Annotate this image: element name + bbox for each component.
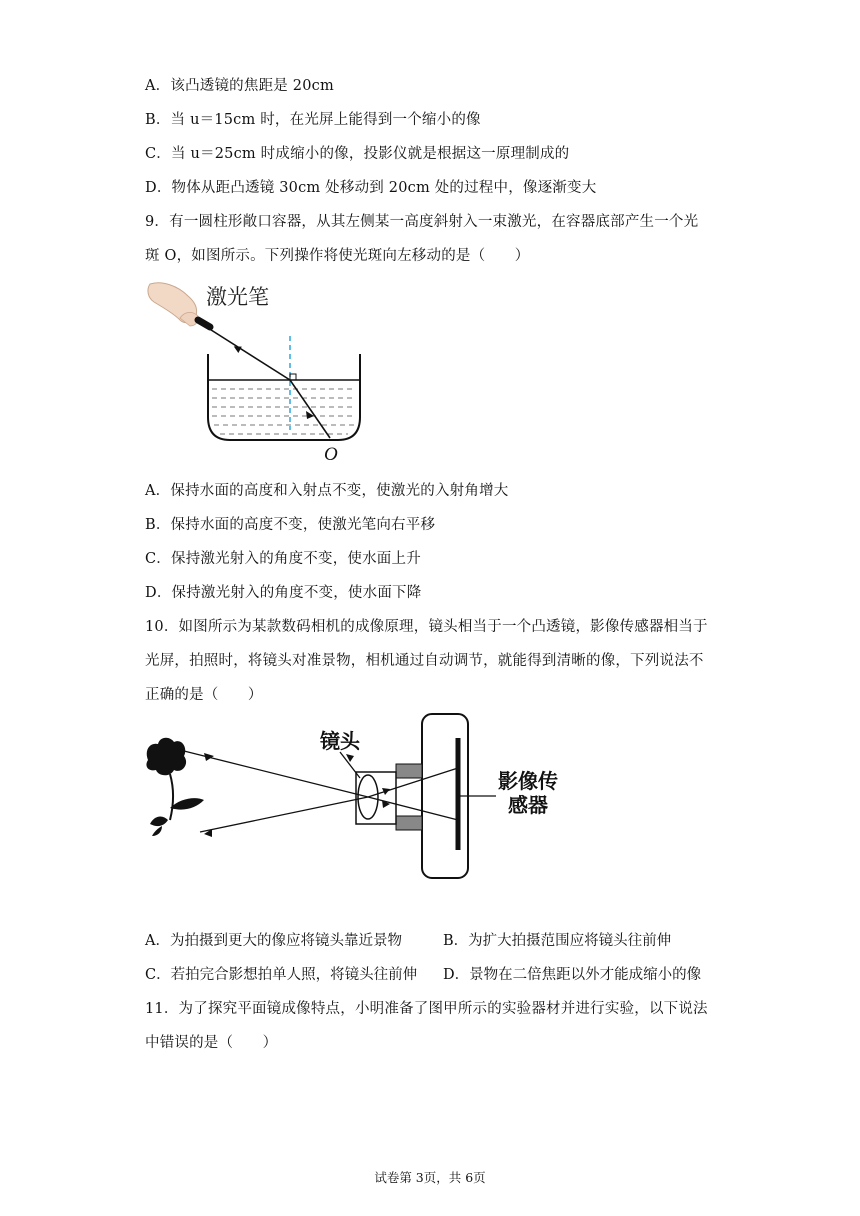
sensor-label-line2: 感器: [508, 793, 548, 817]
lens-mount-top: [396, 764, 422, 778]
q10-stem-line3: 正确的是（ ）: [145, 687, 263, 703]
water: [209, 380, 359, 434]
q8-option-a: A．该凸透镜的焦距是 20cm: [145, 78, 334, 94]
q10-option-d: D．景物在二倍焦距以外才能成缩小的像: [443, 967, 702, 983]
flower-icon: [146, 738, 204, 836]
q9-stem-line1: 9．有一圆柱形敞口容器，从其左侧某一高度斜射入一束激光，在容器底部产生一个光: [145, 214, 699, 230]
q10-stem-line2: 光屏，拍照时，将镜头对准景物，相机通过自动调节，就能得到清晰的像，下列说法不: [145, 653, 704, 669]
sensor-label-line1: 影像传: [498, 769, 558, 793]
hand-icon: [148, 283, 199, 326]
q10-stem-line1: 10．如图所示为某款数码相机的成像原理，镜头相当于一个凸透镜，影像传感器相当于: [145, 619, 708, 635]
laser-pen: [198, 320, 210, 327]
q8-option-b: B．当 u＝15cm 时，在光屏上能得到一个缩小的像: [145, 112, 481, 128]
laser-pen-label: 激光笔: [206, 285, 269, 309]
q10-option-b: B．为扩大拍摄范围应将镜头往前伸: [443, 933, 672, 949]
q10-camera-figure: [140, 708, 590, 888]
q10-options-row2: [145, 963, 725, 984]
q8-option-d: D．物体从距凸透镜 30cm 处移动到 20cm 处的过程中，像逐渐变大: [145, 180, 597, 196]
q11-stem-line2: 中错误的是（ ）: [145, 1035, 278, 1051]
q9-option-a: A．保持水面的高度和入射点不变，使激光的入射角增大: [145, 483, 509, 499]
q9-laser-figure: [140, 272, 380, 472]
q9-option-b: B．保持水面的高度不变，使激光笔向右平移: [145, 517, 436, 533]
spot-o-label: O: [324, 444, 338, 465]
q10-option-c: C．若拍完合影想拍单人照，将镜头往前伸: [145, 967, 418, 983]
page-footer: 试卷第 3页，共 6页: [374, 1170, 486, 1185]
right-angle-mark: [290, 374, 296, 380]
q11-stem-line1: 11．为了探究平面镜成像特点，小明准备了图甲所示的实验器材并进行实验，以下说法: [145, 1001, 708, 1017]
q8-option-c: C．当 u＝25cm 时成缩小的像，投影仪就是根据这一原理制成的: [145, 146, 570, 162]
q10-options-row1: [145, 929, 725, 950]
lens-mount-bottom: [396, 816, 422, 830]
q9-option-d: D．保持激光射入的角度不变，使水面下降: [145, 585, 422, 601]
incident-ray: [208, 328, 290, 380]
q10-option-a: A．为拍摄到更大的像应将镜头靠近景物: [145, 933, 402, 949]
container: [208, 354, 360, 440]
q9-stem-line2: 斑 O，如图所示。下列操作将使光斑向左移动的是（ ）: [145, 248, 530, 264]
q9-option-c: C．保持激光射入的角度不变，使水面上升: [145, 551, 421, 567]
lens-label: 镜头: [320, 729, 360, 753]
